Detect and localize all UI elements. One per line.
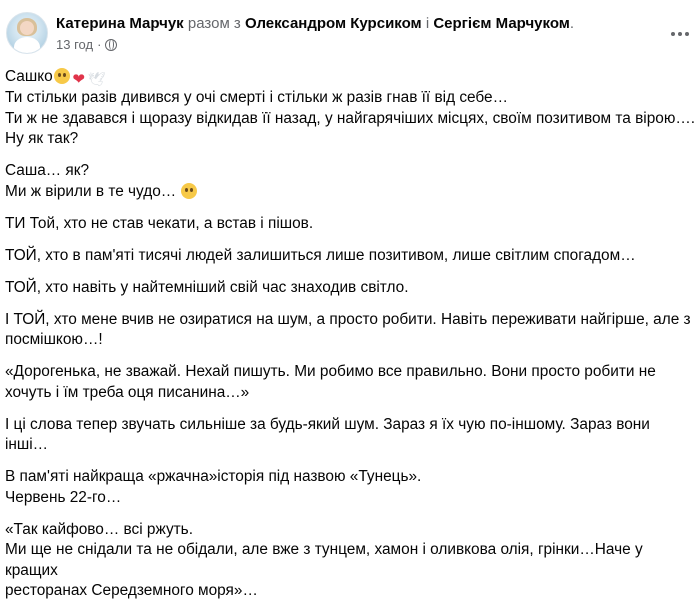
post-timestamp[interactable]: 13 год <box>56 37 94 52</box>
sad-face-icon <box>54 68 70 84</box>
text-line: посмішкою…! <box>5 331 103 348</box>
text-span: Сашко <box>5 68 53 85</box>
title-end: . <box>569 15 575 32</box>
separator-dot: · <box>97 37 102 52</box>
text-line: Ти стільки разів дивився у очі смерті і стільки ж разів гнав її від себе… <box>5 89 508 106</box>
text-line: Ти ж не здавався і щоразу відкидав її назад, у найгарячіших місцях, своїм позитивом та вірою…. <box>5 109 696 127</box>
and-text: і <box>421 15 434 32</box>
text-line: Ну як так? <box>5 130 79 147</box>
text-line: ТИ Той, хто не став чекати, а встав і пішов. <box>5 214 314 232</box>
sad-face-icon <box>181 183 197 199</box>
post-meta <box>56 14 574 53</box>
post-title-line <box>56 14 574 34</box>
text-line: ресторанах Середземного моря»… <box>5 582 258 599</box>
text-line: ТОЙ, хто навіть у найтемніший свій час знаходив світло. <box>5 278 409 296</box>
text-line: І ТОЙ, хто мене вчив не озиратися на шум, а просто робити. Навіть переживати найгірше, але з <box>5 310 691 328</box>
text-line <box>5 67 696 88</box>
text-line: «Так кайфово… всі ржуть. <box>5 520 193 538</box>
text-line: Саша… як? <box>5 162 90 179</box>
broken-heart-icon: ❤ <box>72 71 85 88</box>
tagged-person-link-2[interactable]: Сергієм Марчуком <box>433 15 570 32</box>
post-header <box>6 12 574 54</box>
text-line: В пам'яті найкраща «ржачна»історія під назвою «Тунець». <box>5 468 422 485</box>
author-name-link[interactable]: Катерина Марчук <box>56 15 184 32</box>
more-options-icon[interactable] <box>668 22 692 46</box>
post-text <box>5 67 696 602</box>
post-subline <box>56 37 574 53</box>
text-line: хочуть і їм треба оця писанина…» <box>5 383 250 401</box>
text-span: Ми ж вірили в те чудо… <box>5 182 177 200</box>
text-line: І ці слова тепер звучать сильніше за будь-який шум. Зараз я їх чую по-іншому. Зараз вони інші… <box>5 415 650 453</box>
globe-icon[interactable] <box>105 39 117 51</box>
text-line <box>5 182 696 203</box>
tagged-person-link-1[interactable]: Олександром Курсиком <box>244 15 422 32</box>
author-avatar[interactable] <box>6 12 48 54</box>
text-line: ТОЙ, хто в пам'яті тисячі людей залишиться лише позитивом, лише світлим спогадом… <box>5 246 636 264</box>
text-line: Ми ще не снідали та не обідали, але вже з тунцем, хамон і оливкова олія, грінки…Наче у кращих <box>5 541 643 579</box>
with-text: разом з <box>183 15 245 32</box>
dove-icon: 🕊 <box>87 71 106 87</box>
text-line: Червень 22-го… <box>5 488 122 506</box>
text-line: «Дорогенька, не зважай. Нехай пишуть. Ми робимо все правильно. Вони просто робити не <box>5 363 656 380</box>
